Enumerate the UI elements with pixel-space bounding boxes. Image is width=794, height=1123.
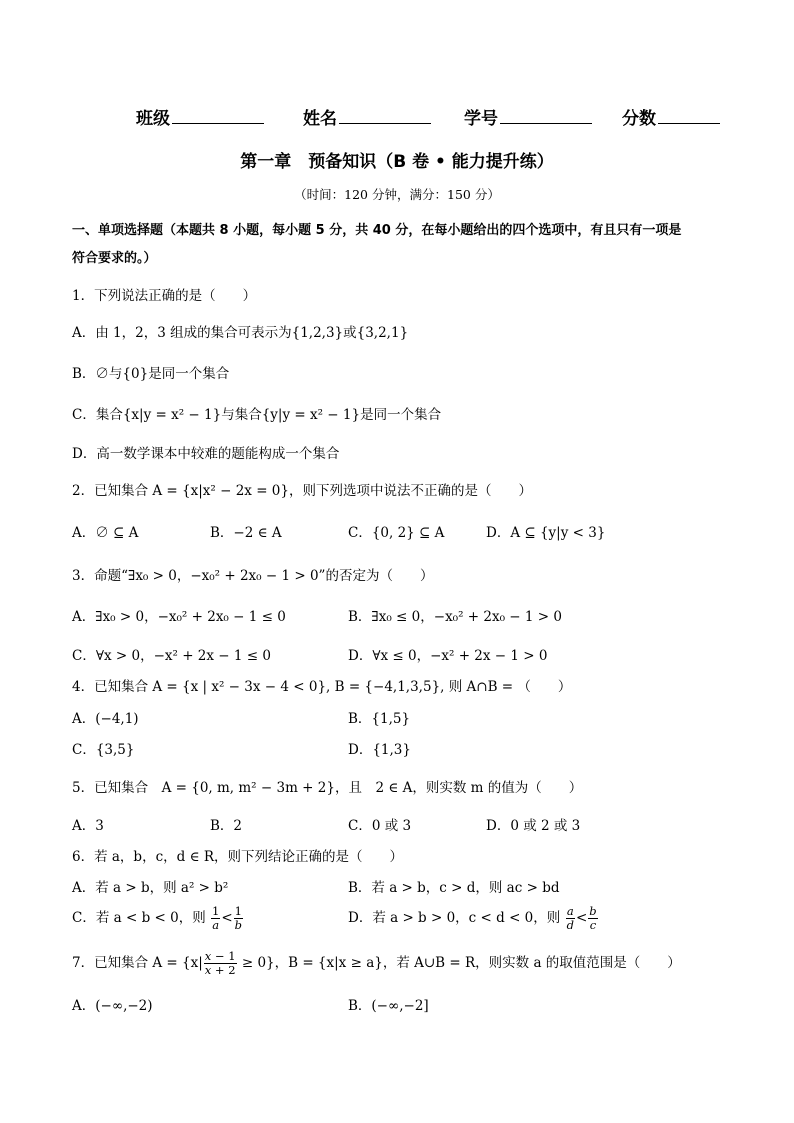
section-heading-line1: 一、单项选择题（本题共 8 小题，每小题 5 分，共 40 分，在每小题给出的四个选项中，有且只有一项是 (72, 223, 682, 238)
name-field (303, 104, 431, 129)
q6-option-b: B．若 a > b，c > d，则 ac > bd (348, 880, 560, 896)
class-field (136, 104, 264, 129)
score-field (622, 104, 720, 129)
q6-option-a: A．若 a > b，则 a² > b² (72, 880, 229, 896)
section-heading-line2: 符合要求的。） (72, 251, 157, 266)
q6-stem: 6．若 a，b，c，d ∈ R，则下列结论正确的是（ ） (72, 849, 404, 865)
q4-stem: 4．已知集合 A = {x | x² − 3x − 4 < 0}, B = {−4,1,3,5}, 则 A∩B = （ ） (72, 679, 572, 695)
q7-stem (72, 950, 681, 977)
q3-stem: 3．命题“∃x₀ > 0，−x₀² + 2x₀ − 1 > 0”的否定为（ ） (72, 568, 434, 584)
q2-option-d: D．A ⊆ {y|y < 3} (486, 525, 606, 541)
id-blank (500, 106, 592, 124)
q1-option-c: C．集合{x|y = x² − 1}与集合{y|y = x² − 1}是同一个集合 (72, 407, 442, 423)
score-label: 分数 (622, 109, 656, 129)
q2-option-b: B．−2 ∈ A (210, 525, 282, 541)
q5-option-b: B．2 (210, 818, 243, 834)
q4-option-d: D．{1,3} (348, 742, 411, 758)
class-blank (172, 106, 264, 124)
exam-time-info: （时间：120 分钟，满分：150 分） (294, 187, 500, 202)
q2-stem: 2．已知集合 A = {x|x² − 2x = 0}，则下列选项中说法不正确的是（ ） (72, 483, 532, 499)
q6-option-d-text: D．若 a > b > 0，c < d < 0，则 (348, 910, 561, 926)
page-title: 第一章 预备知识（B 卷 • 能力提升练） (240, 152, 554, 172)
score-blank (658, 106, 720, 124)
q3-option-b: B．∃x₀ ≤ 0，−x₀² + 2x₀ − 1 > 0 (348, 609, 562, 625)
q1-option-d: D．高一数学课本中较难的题能构成一个集合 (72, 446, 340, 462)
q5-stem: 5．已知集合 A = {0, m, m² − 3m + 2}，且 2 ∈ A，则实数 m 的值为（ ） (72, 780, 583, 796)
q4-option-c: C．{3,5} (72, 742, 135, 758)
q2-option-a: A．∅ ⊆ A (72, 525, 139, 541)
fraction-1-over-a: $\frac{1}{a}$ (212, 904, 220, 932)
fraction-x-minus-1-over-x-plus-2: $\frac{x - 1}{x + 2}$ (204, 949, 236, 977)
q3-option-a: A．∃x₀ > 0，−x₀² + 2x₀ − 1 ≤ 0 (72, 609, 286, 625)
q4-option-a: A．(−4,1) (72, 711, 139, 727)
q5-option-d: D．0 或 2 或 3 (486, 818, 581, 834)
q5-option-a: A．3 (72, 818, 104, 834)
id-field (464, 104, 592, 129)
q1-stem: 1．下列说法正确的是（ ） (72, 288, 257, 304)
q5-option-c: C．0 或 3 (348, 818, 412, 834)
q7-option-b: B．(−∞,−2] (348, 998, 429, 1014)
q2-option-c: C．{0, 2} ⊆ A (348, 525, 445, 541)
class-label: 班级 (136, 109, 170, 129)
q3-option-d: D．∀x ≤ 0，−x² + 2x − 1 > 0 (348, 648, 548, 664)
fraction-a-over-d: $\frac{a}{d}$ (566, 904, 574, 932)
q6-option-c-text: C．若 a < b < 0，则 (72, 910, 206, 926)
q7-stem-end: ≥ 0}，B = {x|x ≥ a}，若 A∪B = R，则实数 a 的取值范围是（ ） (237, 955, 681, 971)
q7-option-a: A．(−∞,−2) (72, 998, 153, 1014)
name-blank (339, 106, 431, 124)
q7-stem-start: 7．已知集合 A = {x| (72, 955, 203, 971)
q1-option-b: B．∅与{0}是同一个集合 (72, 366, 230, 382)
q3-option-c: C．∀x > 0，−x² + 2x − 1 ≤ 0 (72, 648, 271, 664)
fraction-b-over-c: $\frac{b}{c}$ (589, 904, 597, 932)
q6-option-c: C．若 a < b < 0，则 $\frac{1}{a}$ < $\frac{1}{b}$ (72, 904, 243, 932)
q4-option-b: B．{1,5} (348, 711, 411, 727)
name-label: 姓名 (303, 109, 337, 129)
id-label: 学号 (464, 109, 498, 129)
fraction-1-over-b: $\frac{1}{b}$ (234, 904, 243, 932)
q6-option-d: D．若 a > b > 0，c < d < 0，则 $\frac{a}{d}$ < $\frac{b}{c}$ (348, 904, 597, 932)
q1-option-a: A．由 1，2，3 组成的集合可表示为{1,2,3}或{3,2,1} (72, 325, 409, 341)
